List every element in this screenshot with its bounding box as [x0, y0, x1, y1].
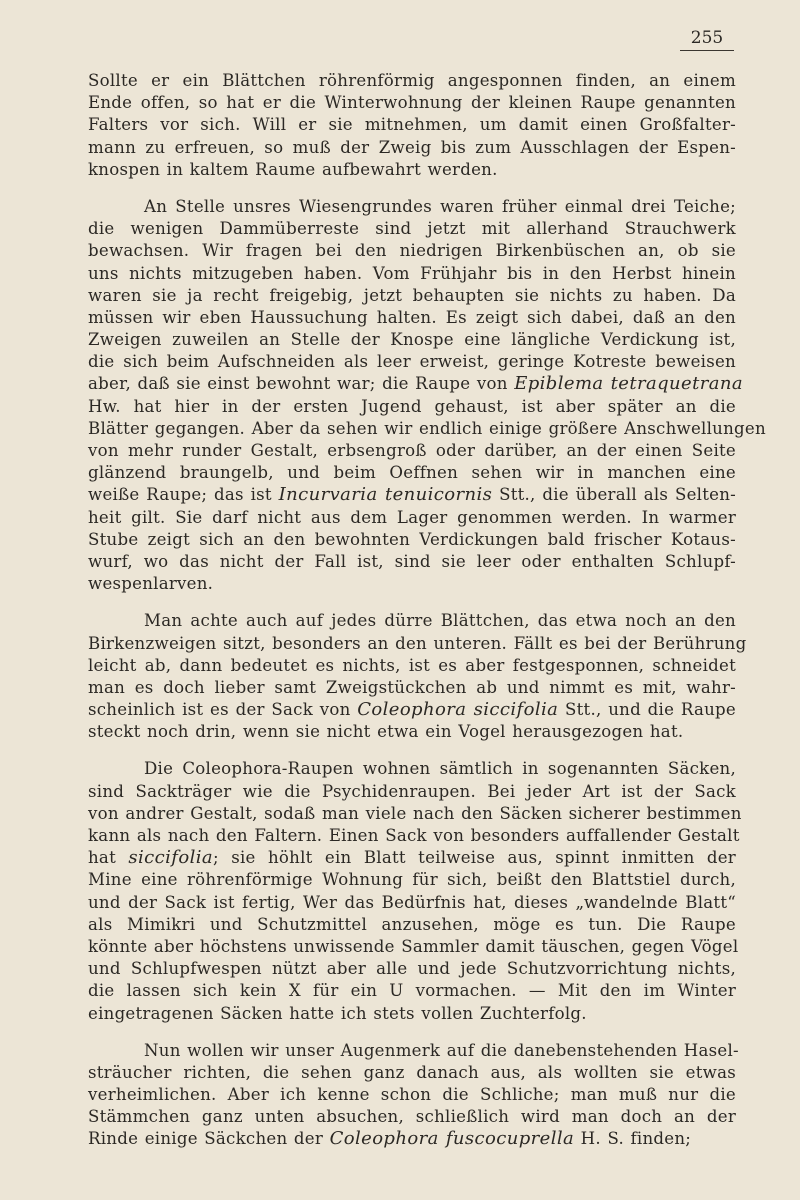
paragraph [88, 196, 766, 595]
text-line [88, 1084, 736, 1106]
text-line [88, 1062, 736, 1084]
species-name: Epiblema tetraquetrana [514, 373, 743, 395]
text-line [88, 418, 766, 440]
text-segment: aber, daß sie einst bewohnt war; die Raupe von [88, 374, 515, 394]
text-segment: Hw. hat hier in der ersten Jugend gehaust, ist aber später an die [88, 396, 736, 416]
text-segment: die wenigen Dammüberreste sind jetzt mit allerhand Strauchwerk [88, 219, 736, 239]
text-line [88, 980, 736, 1002]
paragraph-gap [88, 181, 736, 196]
text-segment: und Schlupfwespen nützt aber alle und jede Schutzvorrichtung nichts, [88, 959, 736, 979]
text-line [88, 462, 736, 484]
text-segment: leicht ab, dann bedeutet es nichts, ist es aber festgesponnen, schneidet [88, 655, 736, 675]
text-line [88, 396, 736, 418]
text-segment: Blätter gegangen. Aber da sehen wir endlich einige größere Anschwellungen [88, 418, 766, 438]
species-name: Coleophora fuscocuprella [329, 1128, 575, 1150]
text-line [88, 825, 740, 847]
species-name: Coleophora siccifolia [357, 699, 559, 721]
paragraph-gap [88, 743, 736, 758]
text-line [88, 655, 736, 677]
paragraph [88, 70, 736, 181]
text-segment: verheimlichen. Aber ich kenne schon die Schliche; man muß nur die [88, 1085, 736, 1105]
species-name: siccifolia [128, 847, 214, 869]
body-text [88, 70, 766, 1151]
text-segment: An Stelle unsres Wiesengrundes waren früher einmal drei Teiche; [144, 196, 736, 216]
text-line [88, 803, 742, 825]
text-line [88, 633, 747, 655]
text-segment: Ende offen, so hat er die Winterwohnung der kleinen Raupe genannten [88, 93, 736, 113]
text-line [88, 551, 736, 573]
text-segment: und der Sack ist fertig, Wer das Bedürfnis hat, dieses „wandelnde Blatt“ [88, 892, 736, 912]
text-segment: waren sie ja recht freigebig, jetzt behaupten sie nichts zu haben. Da [88, 285, 736, 305]
text-segment: Man achte auch auf jedes dürre Blättchen, das etwa noch an den [144, 611, 736, 631]
paragraph [88, 1040, 739, 1151]
text-segment: von andrer Gestalt, sodaß man viele nach den Säcken sicherer bestimmen [88, 803, 742, 823]
text-segment: uns nichts mitzugeben haben. Vom Frühjahr bis in den Herbst hinein [88, 263, 736, 283]
text-segment: steckt noch drin, wenn sie nicht etwa ein Vogel herausgezogen hat. [88, 722, 684, 742]
text-segment: scheinlich ist es der Sack von [88, 700, 358, 720]
text-segment: eingetragenen Säcken hatte ich stets vollen Zuchterfolg. [88, 1003, 587, 1023]
text-line [88, 936, 739, 958]
text-segment: Stt., und die Raupe [558, 700, 736, 720]
paragraph-gap [88, 595, 736, 610]
text-line [88, 137, 736, 159]
text-line [88, 484, 736, 506]
text-line [88, 329, 736, 351]
text-segment: Stube zeigt sich an den bewohnten Verdickungen bald frischer Kotaus- [88, 529, 736, 549]
text-segment: Rinde einige Säckchen der [88, 1129, 330, 1149]
text-segment: glänzend braungelb, und beim Oeffnen sehen wir in manchen eine [88, 463, 736, 483]
text-line [88, 70, 736, 92]
text-segment: weiße Raupe; das ist [88, 485, 279, 505]
text-line [88, 263, 736, 285]
text-line [88, 285, 736, 307]
text-segment: sträucher richten, die sehen ganz danach aus, als wollten sie etwas [88, 1062, 736, 1082]
text-line [88, 373, 743, 395]
text-segment: Stämmchen ganz unten absuchen, schließlich wird man doch an der [88, 1107, 736, 1127]
text-line [88, 440, 736, 462]
text-line [88, 507, 736, 529]
text-line [88, 721, 736, 743]
text-line [88, 114, 736, 136]
text-segment: Die Coleophora-Raupen wohnen sämtlich in sogenannten Säcken, [144, 759, 736, 779]
text-line [88, 1106, 736, 1128]
text-segment: wespenlarven. [88, 574, 214, 594]
text-line [88, 958, 736, 980]
text-segment: die sich beim Aufschneiden als leer erweist, geringe Kotreste beweisen [88, 352, 736, 372]
text-segment: sind Sackträger wie die Psychidenraupen. Bei jeder Art ist der Sack [88, 781, 736, 801]
text-segment: müssen wir eben Haussuchung halten. Es zeigt sich dabei, daß an den [88, 307, 736, 327]
text-segment: könnte aber höchstens unwissende Sammler damit täuschen, gegen Vögel [88, 936, 739, 956]
text-line [88, 781, 736, 803]
paragraph [88, 758, 742, 1024]
text-line [88, 159, 736, 181]
text-line [88, 240, 736, 262]
text-line [88, 1040, 739, 1062]
text-line [88, 847, 736, 869]
text-line [88, 699, 736, 721]
text-segment: die lassen sich kein X für ein U vormachen. — Mit den im Winter [88, 981, 736, 1001]
text-line [88, 869, 736, 891]
text-segment: Falters vor sich. Will er sie mitnehmen, um damit einen Großfalter- [88, 115, 736, 135]
text-segment: heit gilt. Sie darf nicht aus dem Lager genommen werden. In warmer [88, 507, 736, 527]
text-line [88, 758, 736, 780]
text-line [88, 677, 736, 699]
text-line [88, 218, 736, 240]
text-segment: ; sie höhlt ein Blatt teilweise aus, spinnt inmitten der [213, 848, 736, 868]
text-segment: Nun wollen wir unser Augenmerk auf die danebenstehenden Hasel- [144, 1040, 739, 1060]
text-segment: man es doch lieber samt Zweigstückchen ab und nimmt es mit, wahr- [88, 677, 736, 697]
text-segment: als Mimikri und Schutzmittel anzusehen, möge es tun. Die Raupe [88, 914, 736, 934]
text-line [88, 1128, 736, 1150]
text-segment: knospen in kaltem Raume aufbewahrt werden. [88, 159, 498, 179]
text-segment: von mehr runder Gestalt, erbsengroß oder darüber, an der einen Seite [88, 441, 736, 460]
page-number: 255 [680, 28, 734, 51]
text-segment: Zweigen zuweilen an Stelle der Knospe eine längliche Verdickung ist, [88, 330, 736, 350]
text-segment: mann zu erfreuen, so muß der Zweig bis zum Ausschlagen der Espen- [88, 137, 736, 157]
text-segment: Stt., die überall als Selten- [492, 485, 736, 505]
text-segment: kann als nach den Faltern. Einen Sack von besonders auffallender Gestalt [88, 826, 740, 845]
text-segment: wurf, wo das nicht der Fall ist, sind sie leer oder enthalten Schlupf- [88, 551, 736, 571]
text-line [88, 1003, 736, 1025]
text-line [88, 529, 736, 551]
text-line [88, 610, 736, 632]
text-line [88, 914, 736, 936]
text-line [88, 307, 736, 329]
text-segment: Sollte er ein Blättchen röhrenförmig angesponnen finden, an einem [88, 71, 736, 90]
paragraph [88, 610, 747, 743]
species-name: Incurvaria tenuicornis [278, 484, 493, 506]
text-line [88, 92, 736, 114]
text-line [88, 351, 736, 373]
text-segment: Birkenzweigen sitzt, besonders an den unteren. Fällt es bei der Berührung [88, 633, 747, 653]
text-line [88, 892, 736, 914]
text-segment: Mine eine röhrenförmige Wohnung für sich, beißt den Blattstiel durch, [88, 870, 736, 890]
text-segment: bewachsen. Wir fragen bei den niedrigen Birkenbüschen an, ob sie [88, 241, 736, 261]
text-segment: hat [88, 848, 129, 868]
text-line [88, 196, 736, 218]
paragraph-gap [88, 1025, 736, 1040]
text-segment: H. S. finden; [574, 1129, 692, 1149]
text-line [88, 573, 736, 595]
